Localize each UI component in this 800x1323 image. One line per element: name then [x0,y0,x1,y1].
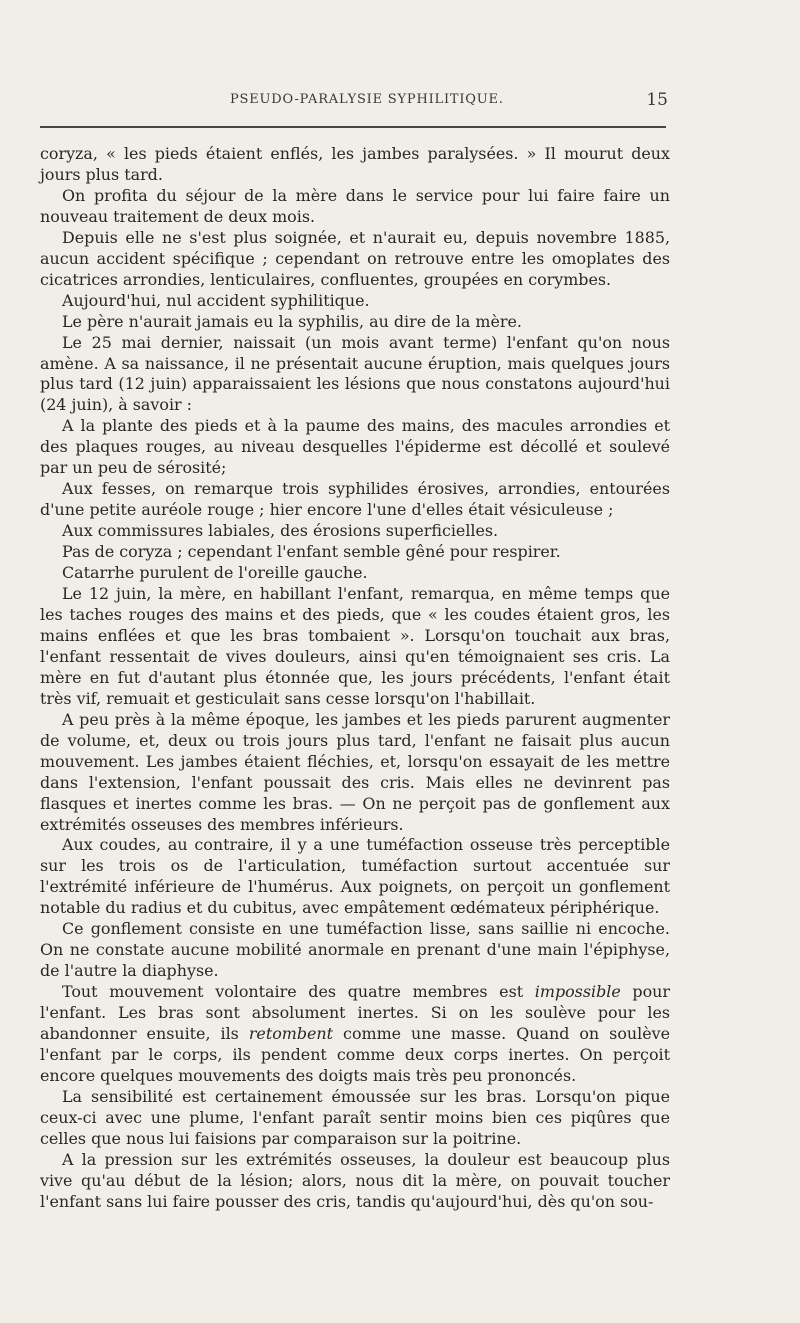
paragraph: Le 12 juin, la mère, en habillant l'enfant, remarqua, en même temps que les taches rouges des mains et des pieds, que « les coudes étaient gros, les mains enflées et que les bras tombaient ». Lorsqu'on touchait aux bras, l'enfant ressentait de vives douleurs, ainsi qu'en témoignaient ses cris. La mère en fut d'autant plus étonnée que, les jours précédents, l'enfant était très vif, remuait et gesticulait sans cesse lorsqu'on l'habillait. [40,584,670,708]
paragraph [40,982,670,1087]
paragraph: Aux coudes, au contraire, il y a une tuméfaction osseuse très perceptible sur les trois os de l'articulation, tuméfaction surtout accentuée sur l'extrémité inférieure de l'humérus. Aux poignets, on perçoit un gonflement notable du radius et du cubitus, avec empâtement œdémateux périphérique. [40,835,670,918]
emphasis-impossible: impossible [534,982,621,1002]
text-run: Tout mouvement volontaire des quatre membres est [62,982,535,1002]
page-number: 15 [646,90,668,110]
paragraph: Ce gonflement consiste en une tuméfaction lisse, sans saillie ni encoche. On ne constate aucune mobilité anormale en prenant d'une main l'épiphyse, de l'autre la diaphyse. [40,919,670,981]
paragraph: A peu près à la même époque, les jambes et les pieds parurent augmenter de volume, et, deux ou trois jours plus tard, l'enfant ne faisait plus aucun mouvement. Les jambes étaient fléchies, et, lorsqu'on essayait de les mettre dans l'extension, l'enfant poussait des cris. Mais elles ne devinrent pas flasques et inertes comme les bras. — On ne perçoit pas de gonflement aux extrémités osseuses des membres inférieurs. [40,709,670,834]
paragraph: coryza, « les pieds étaient enflés, les jambes paralysées. » Il mourut deux jours plus tard. [40,144,670,184]
header-rule [40,126,666,128]
text-run: comme une masse. Quand on soulève l'enfant par le corps, ils pendent comme deux corps inertes. On perçoit encore quelques mouvements des doigts mais très peu prononcés. [40,1024,670,1085]
running-title: PSEUDO-PARALYSIE SYPHILITIQUE. [230,92,504,107]
text-run: pour l'enfant. Les bras sont absolument inertes. Si on les soulève pour les abandonner ensuite, ils [40,982,670,1044]
page-header [40,92,668,114]
paragraph: Depuis elle ne s'est plus soignée, et n'aurait eu, depuis novembre 1885, aucun accident spécifique ; cependant on retrouve entre les omoplates des cicatrices arrondies, lenticulaires, confluentes, groupées en corymbes. [40,227,670,289]
paragraph: Le 25 mai dernier, naissait (un mois avant terme) l'enfant qu'on nous amène. A sa naissance, il ne présentait aucune éruption, mais quelques jours plus tard (12 juin) apparaissaient les lésions que nous constatons aujourd'hui (24 juin), à savoir : [40,332,670,415]
paragraph: Aux commissures labiales, des érosions superficielles. [62,521,499,541]
paragraph: On profita du séjour de la mère dans le service pour lui faire faire un nouveau traitement de deux mois. [40,185,670,226]
paragraph: Catarrhe purulent de l'oreille gauche. [62,563,368,583]
paragraph: Aux fesses, on remarque trois syphilides érosives, arrondies, entourées d'une petite auréole rouge ; hier encore l'une d'elles était vésiculeuse ; [40,479,670,520]
paragraph: Aujourd'hui, nul accident syphilitique. [62,290,370,310]
paragraph: A la pression sur les extrémités osseuses, la douleur est beaucoup plus vive qu'au début de la lésion; alors, nous dit la mère, on pouvait toucher l'enfant sans lui faire pousser des cris, tandis qu'aujourd'hui, dès qu'on sou- [40,1149,670,1211]
paragraph: Le père n'aurait jamais eu la syphilis, au dire de la mère. [62,311,522,331]
emphasis-retombent: retombent [248,1024,334,1044]
paragraph: A la plante des pieds et à la paume des mains, des macules arrondies et des plaques rouges, au niveau desquelles l'épiderme est décollé et soulevé par un peu de sérosité; [40,416,670,478]
paragraph: Pas de coryza ; cependant l'enfant semble gêné pour respirer. [62,542,561,562]
body-text [40,144,670,1213]
paragraph: La sensibilité est certainement émoussée sur les bras. Lorsqu'on pique ceux-ci avec une plume, l'enfant paraît sentir moins bien ces piqûres que celles que nous lui faisions par comparaison sur la poitrine. [40,1086,670,1148]
